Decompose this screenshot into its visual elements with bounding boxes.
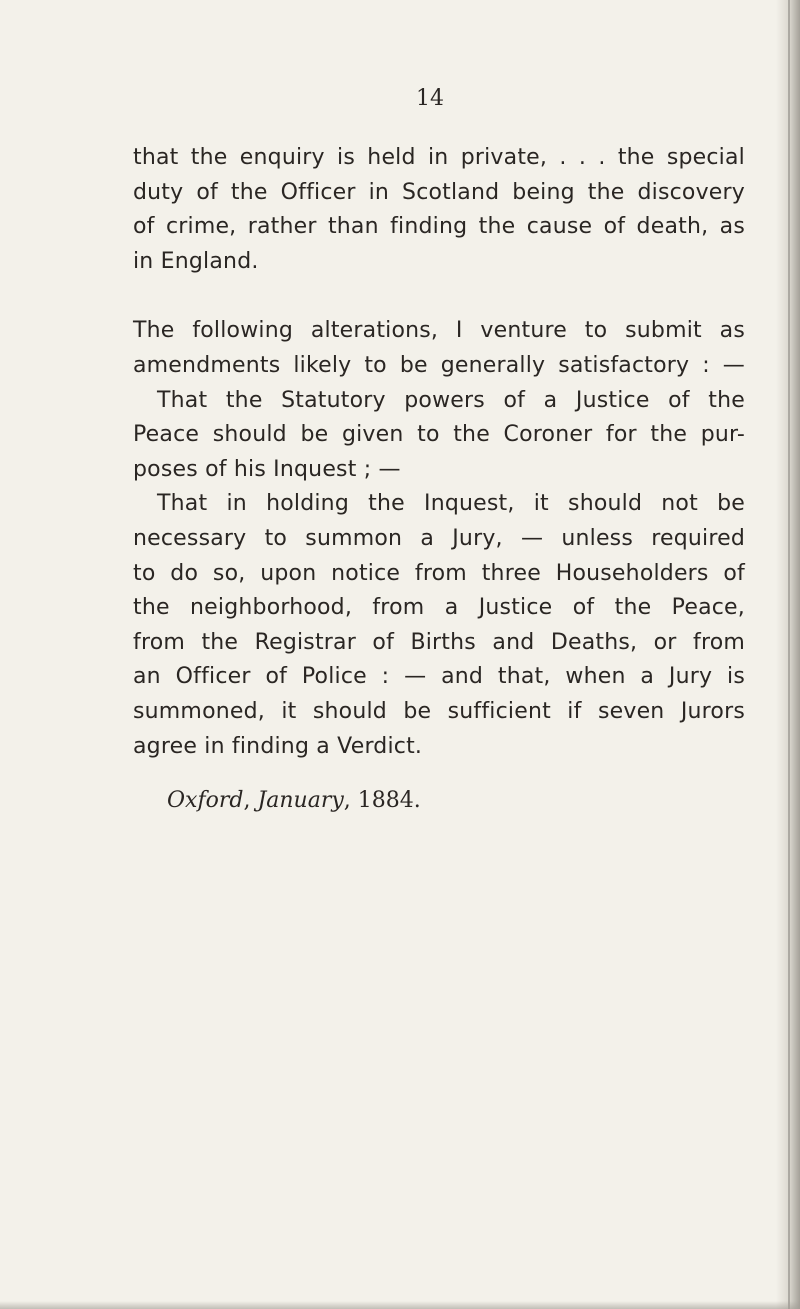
text-line: duty of the Officer in Scotland being the discovery <box>133 179 745 205</box>
paragraph-gap <box>133 279 745 314</box>
paragraph-2 <box>133 314 745 383</box>
text-line: agree in finding a Verdict. <box>133 733 423 759</box>
text-line: poses of his Inquest ; — <box>133 456 401 482</box>
paragraph-3 <box>133 384 745 488</box>
text-line: The following alterations, I venture to submit as <box>133 318 745 344</box>
text-line: to do so, upon notice from three Householders of <box>133 560 745 586</box>
text-line: That in holding the Inquest, it should not be <box>157 491 745 517</box>
signature-separator-2: , <box>343 788 358 813</box>
paragraph-1 <box>133 141 745 279</box>
signature-year: 1884 <box>357 788 414 813</box>
text-line: summoned, it should be sufficient if seven Jurors <box>133 698 745 724</box>
signature-end: . <box>413 788 421 813</box>
text-line: the neighborhood, from a Justice of the Peace, <box>133 595 745 621</box>
text-line: That the Statutory powers of a Justice of the <box>157 387 745 413</box>
text-line: of crime, rather than finding the cause of death, as <box>133 214 745 240</box>
text-line: that the enquiry is held in private, . . . the special <box>133 145 745 170</box>
signature-place: Oxford <box>167 788 244 813</box>
signature-month: January <box>257 788 344 813</box>
text-line: from the Registrar of Births and Deaths, or from <box>133 629 745 655</box>
page-bottom-shadow <box>0 1301 800 1309</box>
body-text <box>133 141 745 764</box>
paragraph-4 <box>133 487 745 764</box>
text-line: necessary to summon a Jury, — unless required <box>133 525 745 551</box>
text-line: an Officer of Police : — and that, when a Jury is <box>133 664 745 690</box>
text-line: amendments likely to be generally satisfactory : — <box>133 352 745 378</box>
signature-separator: , <box>243 788 258 813</box>
text-line: Peace should be given to the Coroner for the pur- <box>133 422 745 448</box>
signature-dateline <box>167 787 421 815</box>
page-edge-line <box>788 0 790 1309</box>
text-line: in England. <box>133 248 259 274</box>
page-number: 14 <box>416 86 444 111</box>
